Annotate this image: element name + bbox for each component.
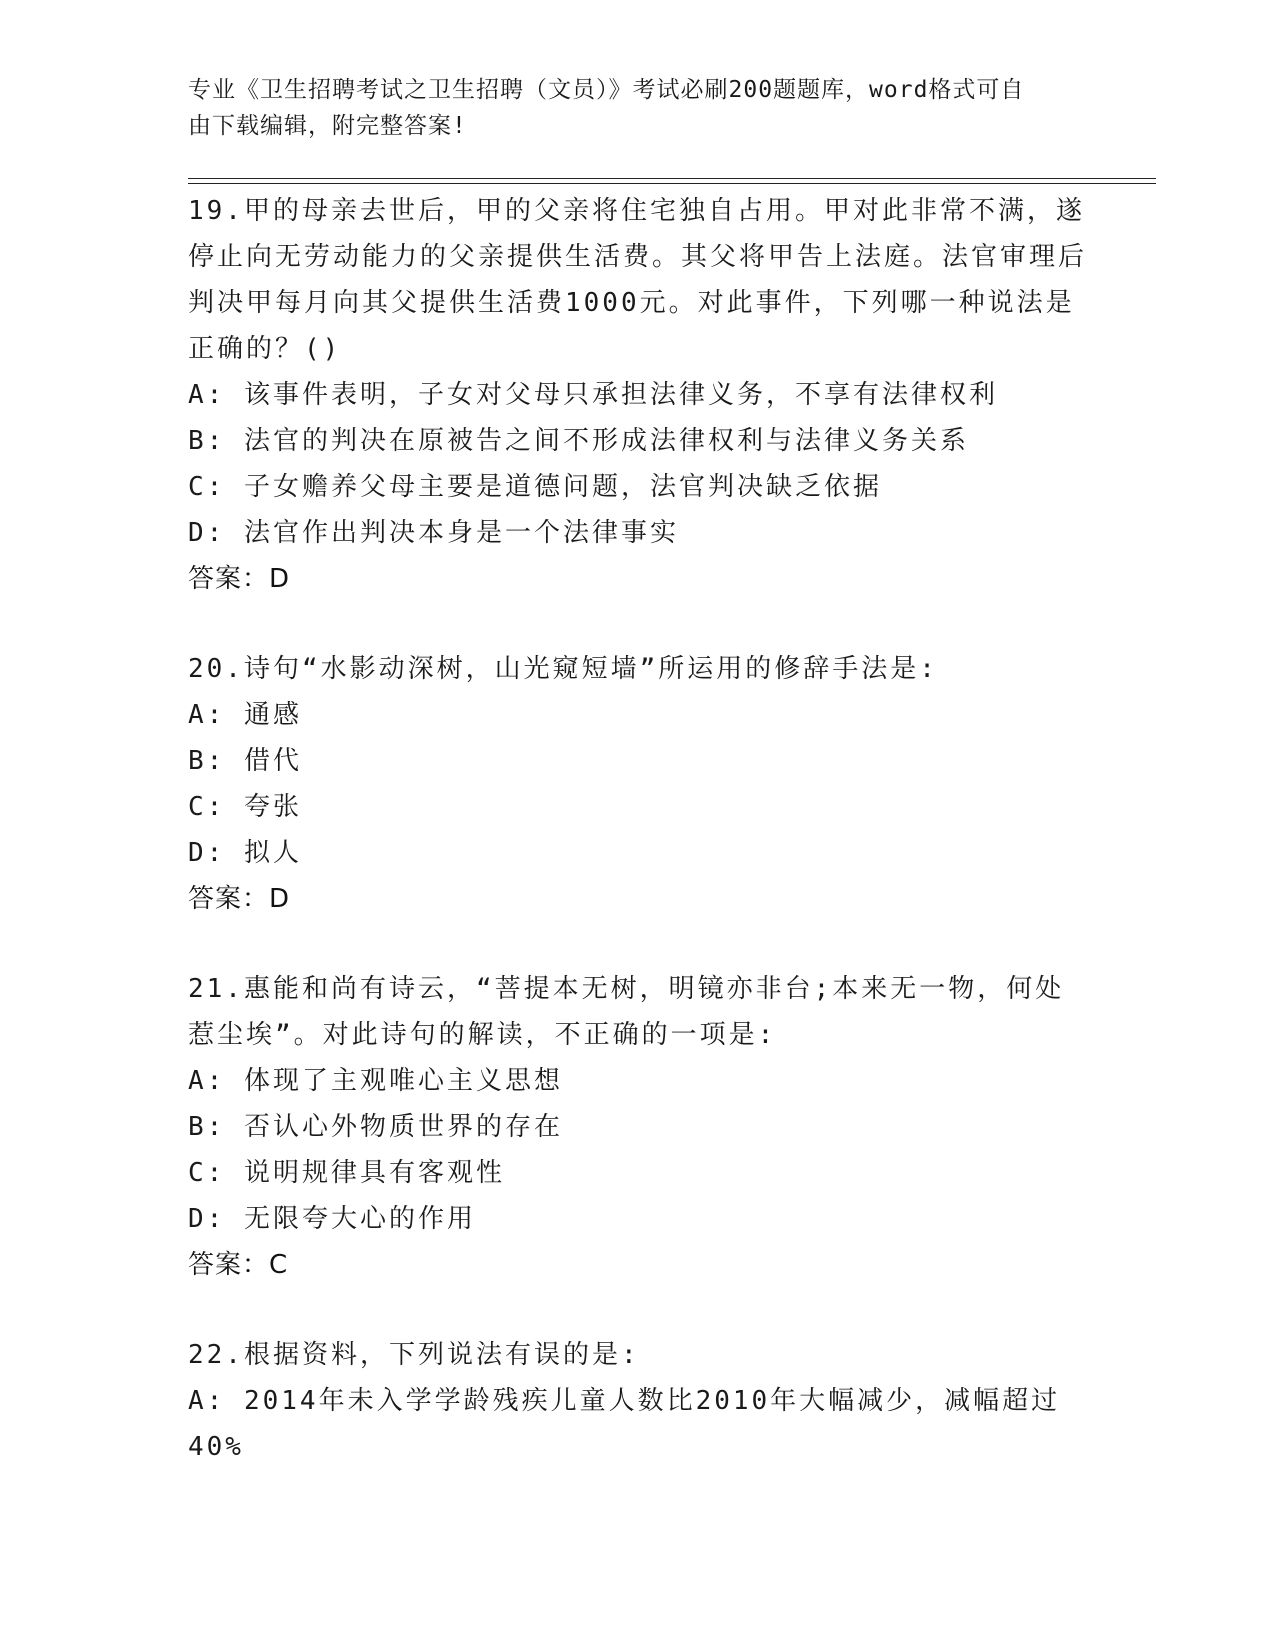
answer-line: 答案：D	[188, 564, 291, 594]
option-c: C: 说明规律具有客观性	[188, 1158, 505, 1188]
question-21	[188, 966, 1088, 1288]
option-d: D: 拟人	[188, 838, 302, 868]
option-c: C: 子女赡养父母主要是道德问题，法官判决缺乏依据	[188, 472, 882, 502]
question-20	[188, 646, 1088, 922]
question-text: 19.甲的母亲去世后，甲的父亲将住宅独自占用。甲对此非常不满，遂停止向无劳动能力的父亲提供生活费。其父将甲告上法庭。法官审理后判决甲每月向其父提供生活费1000元。对此事件，下列哪一种说法是正确的？()	[188, 196, 1088, 364]
option-b: B: 法官的判决在原被告之间不形成法律权利与法律义务关系	[188, 426, 969, 456]
question-22	[188, 1332, 1088, 1470]
option-a: A: 2014年未入学学龄残疾儿童人数比2010年大幅减少，减幅超过40%	[188, 1386, 1061, 1462]
option-a: A: 该事件表明，子女对父母只承担法律义务，不享有法律权利	[188, 380, 998, 410]
header-divider-bottom	[188, 183, 1156, 184]
document-header	[188, 72, 1068, 144]
option-c: C: 夸张	[188, 792, 302, 822]
question-19	[188, 188, 1088, 602]
header-divider-top	[188, 178, 1156, 179]
answer-line: 答案：C	[188, 1250, 289, 1280]
option-b: B: 借代	[188, 746, 302, 776]
option-a: A: 体现了主观唯心主义思想	[188, 1066, 563, 1096]
header-line-2: 由下载编辑，附完整答案!	[188, 113, 467, 139]
answer-line: 答案：D	[188, 884, 291, 914]
question-text: 20.诗句“水影动深树，山光窥短墙”所运用的修辞手法是:	[188, 654, 938, 684]
question-text: 21.惠能和尚有诗云，“菩提本无树，明镜亦非台;本来无一物，何处惹尘埃”。对此诗句的解读，不正确的一项是:	[188, 974, 1065, 1050]
option-b: B: 否认心外物质世界的存在	[188, 1112, 563, 1142]
option-d: D: 法官作出判决本身是一个法律事实	[188, 518, 679, 548]
header-line-1: 专业《卫生招聘考试之卫生招聘（文员）》考试必刷200题题库，word格式可自	[188, 77, 1025, 103]
question-text: 22.根据资料，下列说法有误的是:	[188, 1340, 640, 1370]
option-d: D: 无限夸大心的作用	[188, 1204, 476, 1234]
question-list	[188, 188, 1088, 1514]
option-a: A: 通感	[188, 700, 302, 730]
